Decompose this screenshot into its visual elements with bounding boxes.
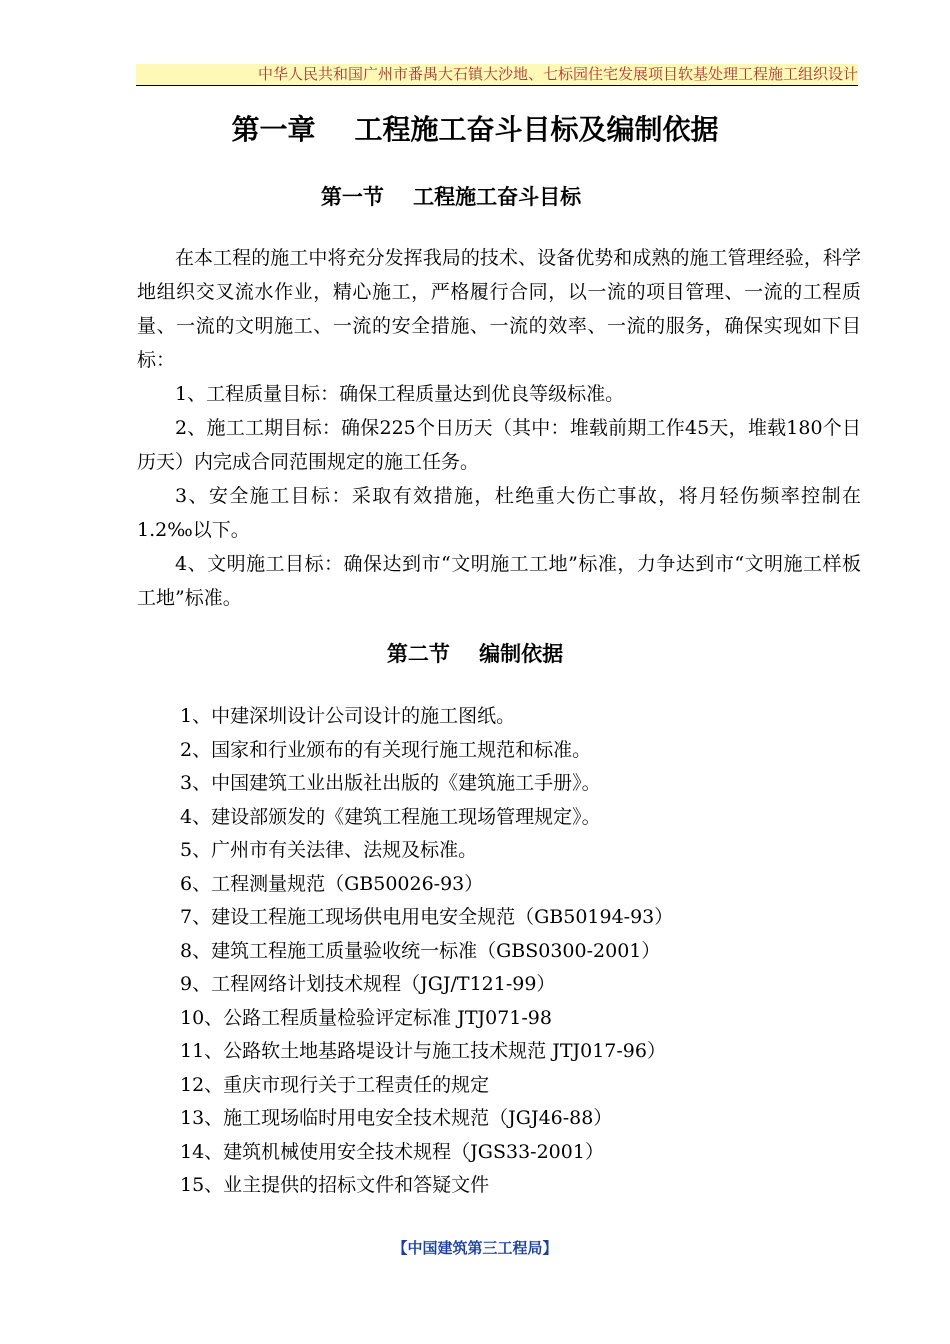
goal-schedule: 2、施工工期目标：确保225个日历天（其中：堆载前期工作45天，堆载180个日历天）内完成合同范围规定的施工任务。	[137, 417, 861, 473]
page-footer: 【中国建筑第三工程局】	[392, 1239, 558, 1257]
list-item: 8、建筑工程施工质量验收统一标准（GBS0300-2001）	[180, 939, 661, 962]
section-title-goals: 第一节 工程施工奋斗目标	[320, 185, 582, 209]
list-item: 11、公路软土地基路堤设计与施工技术规范 JTJ017-96）	[180, 1040, 666, 1062]
chapter-title: 第一章 工程施工奋斗目标及编制依据	[231, 113, 719, 146]
list-item: 9、工程网络计划技术规程（JGJ/T121-99）	[180, 973, 556, 995]
list-item: 3、中国建筑工业出版社出版的《建筑施工手册》。	[180, 772, 601, 794]
list-item: 2、国家和行业颁布的有关现行施工规范和标准。	[180, 738, 592, 761]
list-item: 13、施工现场临时用电安全技术规范（JGJ46-88）	[180, 1107, 613, 1129]
list-item: 15、业主提供的招标文件和答疑文件	[180, 1174, 490, 1196]
intro-paragraph: 在本工程的施工中将充分发挥我局的技术、设备优势和成熟的施工管理经验，科学地组织交叉流水作业，精心施工，严格履行合同，以一流的项目管理、一流的工程质量、一流的文明施工、一流的安全措施、一流的效率、一流的服务，确保实现如下目标：	[137, 247, 861, 371]
list-item: 6、工程测量规范（GB50026-93）	[180, 872, 484, 895]
list-item: 14、建筑机械使用安全技术规程（JGS33-2001）	[180, 1140, 604, 1163]
running-header: 中华人民共和国广州市番禺大石镇大沙地、七标园住宅发展项目软基处理工程施工组织设计	[136, 64, 858, 86]
list-item: 1、中建深圳设计公司设计的施工图纸。	[180, 705, 516, 727]
section-title-basis: 第二节 编制依据	[386, 642, 564, 666]
goals-body	[137, 241, 861, 615]
goal-quality: 1、工程质量目标：确保工程质量达到优良等级标准。	[175, 383, 625, 405]
list-item: 7、建设工程施工现场供电用电安全规范（GB50194-93）	[180, 906, 674, 928]
goal-safety: 3、安全施工目标：采取有效措施，杜绝重大伤亡事故，将月轻伤频率控制在1.2‰以下。	[137, 485, 861, 541]
list-item: 12、重庆市现行关于工程责任的规定	[180, 1073, 490, 1096]
list-item: 4、建设部颁发的《建筑工程施工现场管理规定》。	[180, 805, 601, 828]
goal-civilized: 4、文明施工目标：确保达到市“文明施工工地”标准，力争达到市“文明施工样板工地”标准。	[137, 553, 861, 609]
list-item: 5、广州市有关法律、法规及标准。	[180, 839, 478, 861]
basis-list	[180, 700, 860, 1203]
list-item: 10、公路工程质量检验评定标准 JTJ071-98	[180, 1006, 552, 1029]
